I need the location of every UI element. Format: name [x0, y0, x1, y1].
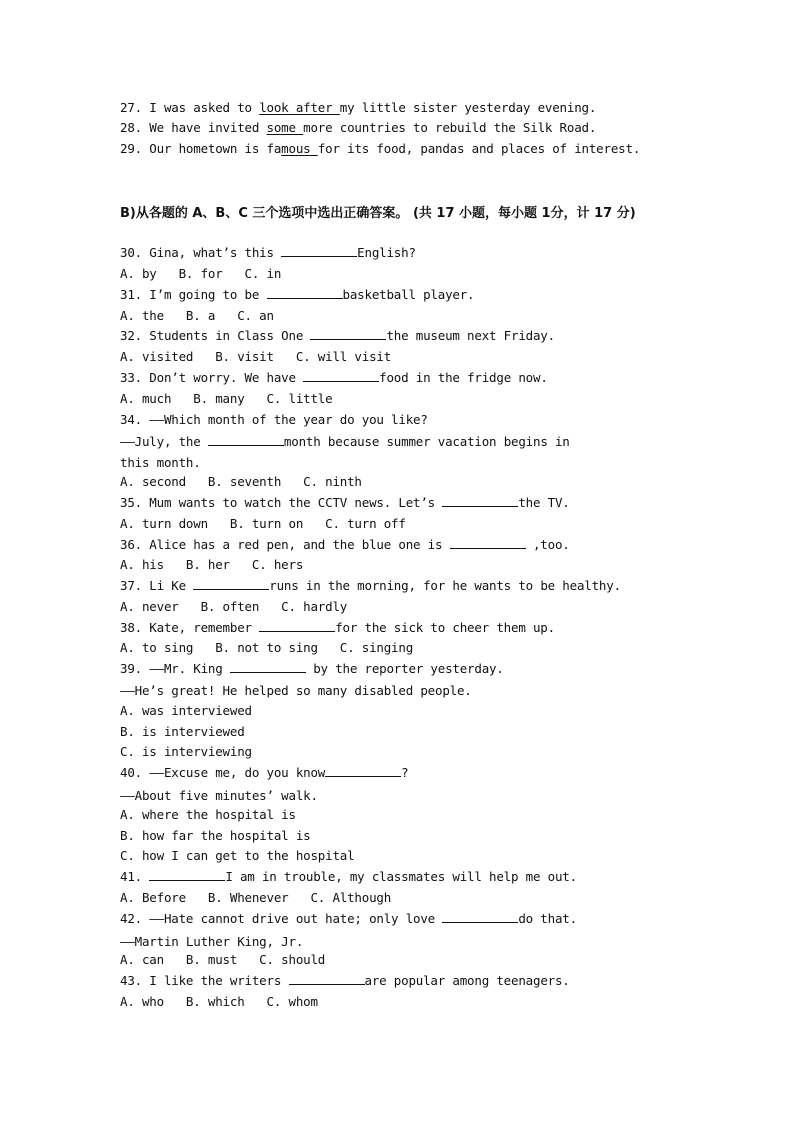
q35-options: A. turn down B. turn on C. turn off — [120, 516, 406, 531]
question-43 — [120, 973, 570, 989]
answer-blank — [450, 537, 526, 549]
question-37 — [120, 578, 621, 594]
q34-options: A. second B. seventh C. ninth — [120, 474, 362, 489]
q30-pre: 30. Gina, what’s this — [120, 245, 282, 260]
q37-pre: 37. Li Ke — [120, 578, 194, 593]
q35-pre: 35. Mum wants to watch the CCTV news. Let’s — [120, 495, 443, 510]
answer-blank — [325, 765, 401, 777]
q43-post: are popular among teenagers. — [364, 973, 570, 988]
question-42 — [120, 911, 577, 927]
question-30 — [120, 245, 416, 261]
q36-post: ,too. — [525, 537, 570, 552]
q38-pre: 38. Kate, remember — [120, 620, 260, 635]
question-33 — [120, 370, 548, 386]
section-b-heading: B)从各题的 A、B、C 三个选项中选出正确答案。 (共 17 小题，每小题 1分，计 17 分) — [120, 206, 636, 221]
q40-reply: ——About five minutes’ walk. — [120, 788, 318, 803]
q36-options: A. his B. her C. hers — [120, 557, 304, 572]
q33-pre: 33. Don’t worry. We have — [120, 370, 304, 385]
q42-attribution: ——Martin Luther King, Jr. — [120, 934, 304, 949]
answer-blank — [149, 869, 225, 881]
q33-post: food in the fridge now. — [379, 370, 548, 385]
q36-pre: 36. Alice has a red pen, and the blue one is — [120, 537, 450, 552]
q39-option-b: B. is interviewed — [120, 724, 245, 739]
q39-option-a: A. was interviewed — [120, 703, 252, 718]
question-29 — [120, 141, 640, 157]
answer-blank — [442, 495, 518, 507]
q41-pre: 41. — [120, 869, 150, 884]
q27-text-pre: 27. I was asked to — [120, 100, 260, 115]
q35-post: the TV. — [518, 495, 570, 510]
q37-options: A. never B. often C. hardly — [120, 599, 348, 614]
q28-text-pre: 28. We have invited — [120, 120, 267, 135]
q31-post: basketball player. — [342, 287, 475, 302]
q31-pre: 31. I’m going to be — [120, 287, 267, 302]
question-28 — [120, 120, 596, 136]
q41-post: I am in trouble, my classmates will help me out. — [225, 869, 577, 884]
q39-reply: ——He’s great! He helped so many disabled people. — [120, 683, 472, 698]
question-38 — [120, 620, 555, 636]
answer-blank — [303, 370, 379, 382]
q30-options: A. by B. for C. in — [120, 266, 282, 281]
q27-text-post: my little sister yesterday evening. — [339, 100, 597, 115]
q34-reply — [120, 434, 570, 450]
answer-blank — [193, 578, 269, 590]
q42-post: do that. — [518, 911, 577, 926]
answer-blank — [281, 245, 357, 257]
q42-pre: 42. ——Hate cannot drive out hate; only love — [120, 911, 443, 926]
q40-pre: 40. ——Excuse me, do you know — [120, 765, 326, 780]
q32-options: A. visited B. visit C. will visit — [120, 349, 392, 364]
q43-pre: 43. I like the writers — [120, 973, 289, 988]
q37-post: runs in the morning, for he wants to be healthy. — [269, 578, 621, 593]
q39-pre: 39. ——Mr. King — [120, 661, 230, 676]
q34-pre: ——July, the — [120, 434, 208, 449]
q29-text-post: for its food, pandas and places of interest. — [317, 141, 641, 156]
question-41 — [120, 869, 577, 885]
answer-blank — [259, 620, 335, 632]
q33-options: A. much B. many C. little — [120, 391, 333, 406]
q38-options: A. to sing B. not to sing C. singing — [120, 640, 414, 655]
answer-blank — [267, 287, 343, 299]
q28-text-post: more countries to rebuild the Silk Road. — [303, 120, 597, 135]
question-35 — [120, 495, 570, 511]
question-32 — [120, 328, 555, 344]
q29-underlined: mous — [281, 141, 318, 156]
q39-option-c: C. is interviewing — [120, 744, 252, 759]
question-39 — [120, 661, 504, 677]
q40-option-b: B. how far the hospital is — [120, 828, 311, 843]
answer-blank — [289, 973, 365, 985]
q30-post: English? — [357, 245, 416, 260]
q34-reply-cont: this month. — [120, 455, 201, 470]
q40-option-a: A. where the hospital is — [120, 807, 296, 822]
q27-underlined: look after — [259, 100, 340, 115]
q28-underlined: some — [266, 120, 304, 135]
question-31 — [120, 287, 474, 303]
answer-blank — [230, 661, 306, 673]
q32-post: the museum next Friday. — [386, 328, 555, 343]
question-40 — [120, 765, 408, 781]
q32-pre: 32. Students in Class One — [120, 328, 311, 343]
q39-post: by the reporter yesterday. — [305, 661, 504, 676]
q43-options: A. who B. which C. whom — [120, 994, 318, 1009]
q40-post: ? — [401, 765, 409, 780]
question-34: 34. ——Which month of the year do you like? — [120, 412, 428, 427]
q41-options: A. Before B. Whenever C. Although — [120, 890, 392, 905]
answer-blank — [208, 434, 284, 446]
q29-text-pre: 29. Our hometown is fa — [120, 141, 282, 156]
question-36 — [120, 537, 570, 553]
question-27 — [120, 100, 596, 116]
answer-blank — [310, 328, 386, 340]
q42-options: A. can B. must C. should — [120, 952, 326, 967]
answer-blank — [442, 911, 518, 923]
q40-option-c: C. how I can get to the hospital — [120, 848, 355, 863]
q38-post: for the sick to cheer them up. — [335, 620, 555, 635]
q34-post: month because summer vacation begins in — [283, 434, 570, 449]
q31-options: A. the B. a C. an — [120, 308, 274, 323]
